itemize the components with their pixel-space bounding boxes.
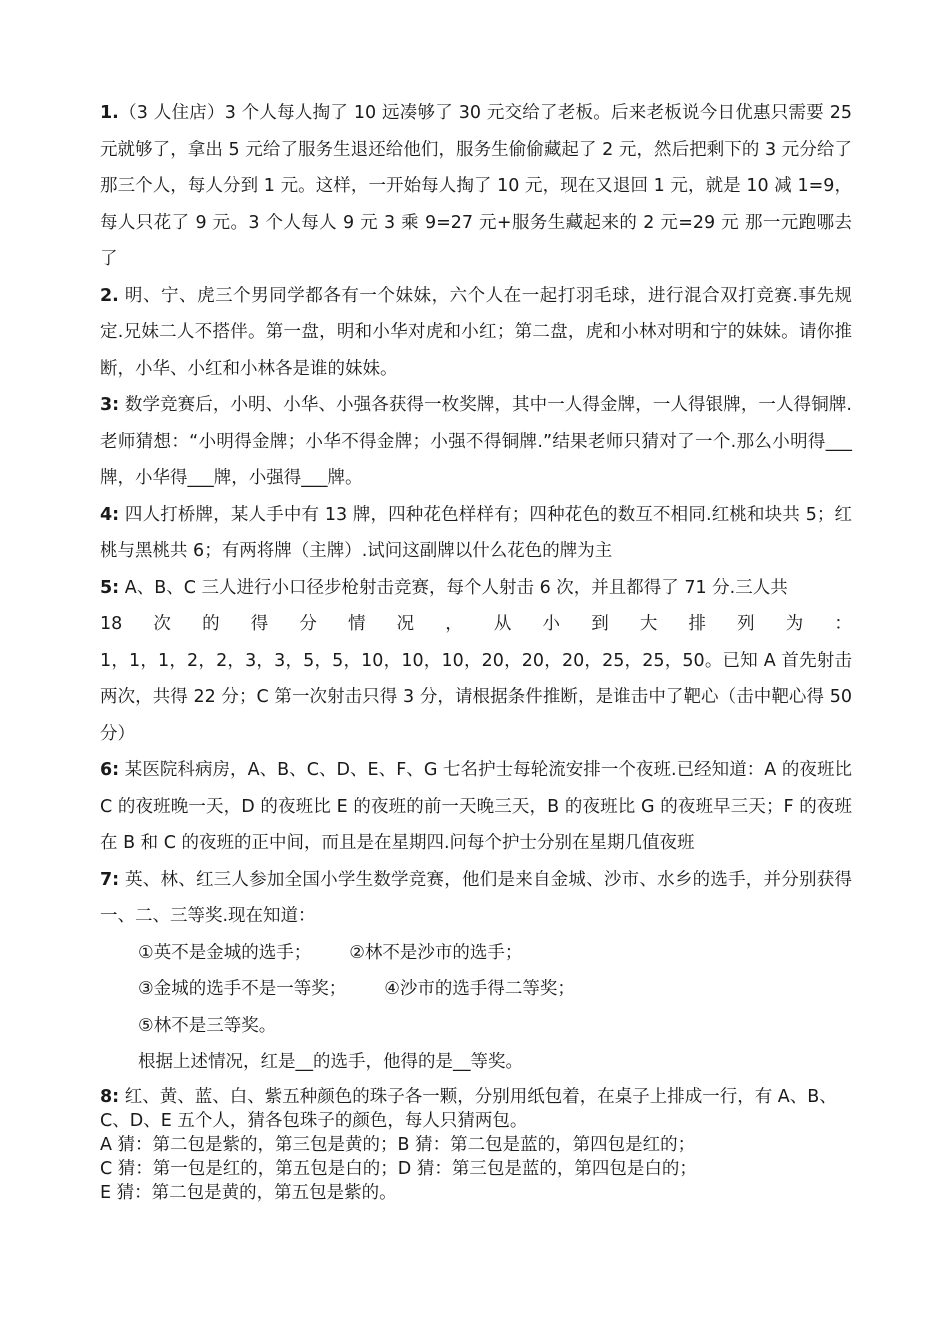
conditions-row-3 <box>100 1008 852 1045</box>
question-number: 6: <box>100 760 120 780</box>
word: 大 <box>639 614 658 634</box>
document-page <box>100 95 852 1205</box>
guess-line-2: C 猜：第一包是红的，第五包是白的；D 猜：第三包是蓝的，第四包是白的； <box>100 1158 697 1179</box>
question-7-ask: 根据上述情况，红是__的选手，他得的是__等奖。 <box>138 1052 523 1072</box>
word: 小 <box>542 614 561 634</box>
question-number: 5: <box>100 577 120 598</box>
word: 为 <box>785 614 804 634</box>
question-number: 8: <box>100 1086 120 1107</box>
word: 分 <box>299 614 317 634</box>
conditions-row-2 <box>100 971 852 1008</box>
question-5 <box>100 570 852 753</box>
word: 情 <box>347 614 366 634</box>
condition-3: ③金城的选手不是一等奖； <box>138 979 347 999</box>
question-number: 2. <box>100 285 119 306</box>
word: 次 <box>153 614 171 634</box>
guess-line-1: A 猜：第二包是紫的，第三包是黄的；B 猜：第二包是蓝的，第四包是红的； <box>100 1134 696 1155</box>
question-5-line-2 <box>100 606 852 643</box>
question-2 <box>100 278 852 388</box>
guess-line-3: E 猜：第二包是黄的，第五包是紫的。 <box>100 1182 397 1203</box>
condition-2: ②林不是沙市的选手； <box>349 942 523 963</box>
question-5-rest: 1，1，1，2，2，3，3，5，5，10，10，10，20，20，20，25，25，50。已知 A 首先射击两次，共得 22 分；C 第一次射击只得 3 分，请根据条件推断，是谁击中了靶心（击中靶心得 50 分） <box>100 650 852 744</box>
word: 况 <box>396 614 415 634</box>
question-text: 某医院科病房，A、B、C、D、E、F、G 七名护士每轮流安排一个夜班.已经知道：A 的夜班比 C 的夜班晚一天，D 的夜班比 E 的夜班的前一天晚三天，B 的夜班比 G 的夜班早三天；F 的夜班在 B 和 C 的夜班的正中间，而且是在星期四.问每个护士分别在星期几值夜班 <box>100 760 852 853</box>
question-7-text <box>100 862 852 935</box>
condition-5: ⑤林不是三等奖。 <box>138 1015 277 1036</box>
question-6 <box>100 752 852 862</box>
question-text: 四人打桥牌，某人手中有 13 牌，四种花色样样有；四种花色的数互不相同.红桃和块共 5；红桃与黑桃共 6；有两将牌（主牌）.试问这副牌以什么花色的牌为主 <box>100 504 852 561</box>
question-3 <box>100 387 852 497</box>
word: 到 <box>591 614 609 634</box>
question-number: 1. <box>100 103 119 123</box>
question-5-line-1 <box>100 570 852 607</box>
condition-4: ④沙市的选手得二等奖； <box>384 979 575 999</box>
question-text: 红、黄、蓝、白、紫五种颜色的珠子各一颗，分别用纸包着，在桌子上排成一行，有 A、B、C、D、E 五个人，猜各包珠子的颜色，每人只猜两包。 <box>100 1086 837 1131</box>
question-text: 明、宁、虎三个男同学都各有一个妹妹，六个人在一起打羽毛球，进行混合双打竞赛.事先规定.兄妹二人不搭伴。第一盘，明和小华对虎和小红；第二盘，虎和小林对明和宁的妹妹。请你推断，小华、小红和小林各是谁的妹妹。 <box>100 285 852 379</box>
question-text: （3 人住店）3 个人每人掏了 10 远凑够了 30 元交给了老板。后来老板说今日优惠只需要 25 元就够了，拿出 5 元给了服务生退还给他们，服务生偷偷藏起了 2 元，然后把剩下的 3 元分给了那三个人，每人分到 1 元。这样，一开始每人掏了 10 元，现在又退回 1 元，就是 10 减 1=9，每人只花了 9 元。3 个人每人 9 元 3 乘 9=27 元+服务生藏起来的 2 元=29 元 那一元跑哪去了 <box>100 103 852 269</box>
question-8 <box>100 1085 852 1205</box>
question-8-intro <box>100 1085 852 1133</box>
word: 得 <box>250 614 269 634</box>
question-number: 3: <box>100 395 120 415</box>
conditions-row-1 <box>100 935 852 972</box>
word: 18 <box>100 614 123 634</box>
question-7 <box>100 862 852 1081</box>
word: ， <box>445 614 463 634</box>
question-text: A、B、C 三人进行小口径步枪射击竞赛，每个人射击 6 次，并且都得了 71 分.三人共 <box>119 577 788 598</box>
word: ： <box>834 614 852 634</box>
word: 排 <box>688 614 706 634</box>
question-number: 7: <box>100 869 120 890</box>
word: 从 <box>493 614 512 634</box>
word: 的 <box>202 614 220 634</box>
word: 列 <box>737 614 755 634</box>
question-text: 英、林、红三人参加全国小学生数学竞赛，他们是来自金城、沙市、水乡的选手，并分别获得一、二、三等奖.现在知道： <box>100 869 852 926</box>
condition-1: ①英不是金城的选手； <box>138 942 312 963</box>
question-4 <box>100 497 852 570</box>
question-number: 4: <box>100 504 120 525</box>
question-text: 数学竞赛后，小明、小华、小强各获得一枚奖牌，其中一人得金牌，一人得银牌，一人得铜牌.老师猜想：“小明得金牌；小华不得金牌；小强不得铜牌.”结果老师只猜对了一个.那么小明得___牌，小华得___牌，小强得___牌。 <box>100 395 852 488</box>
question-1 <box>100 95 852 278</box>
